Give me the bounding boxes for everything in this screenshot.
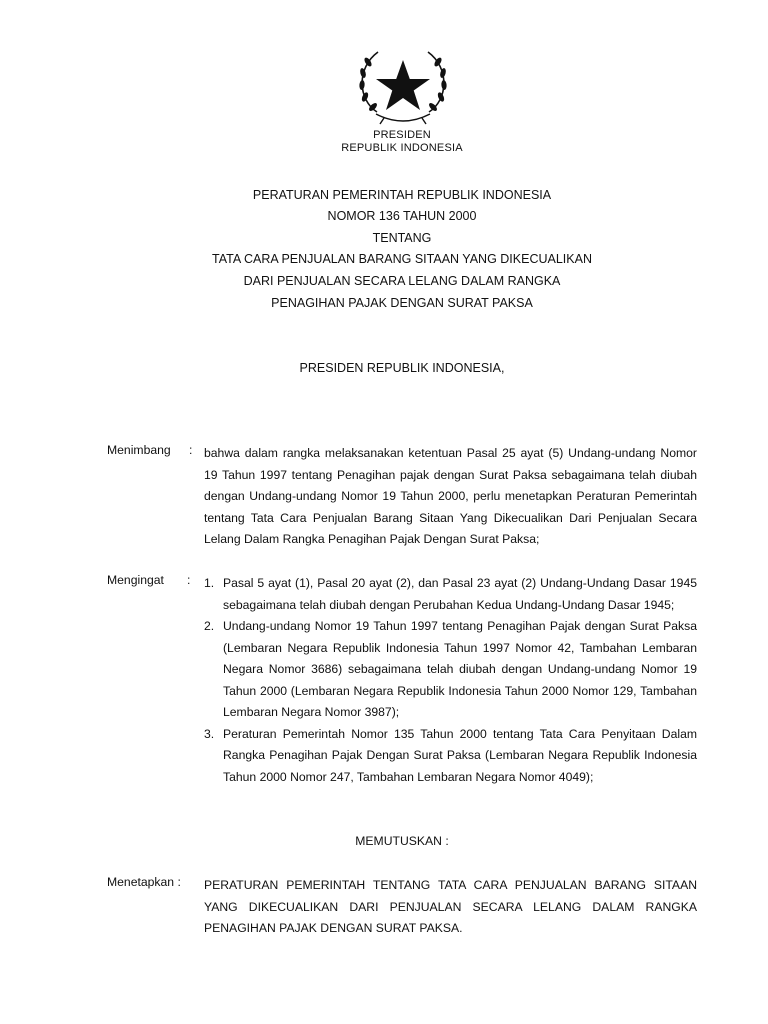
title-line-2: NOMOR 136 TAHUN 2000 [327, 209, 477, 223]
title-line-3: TENTANG [372, 231, 432, 245]
mengingat-label: Mengingat [107, 573, 164, 587]
title-line-6: PENAGIHAN PAJAK DENGAN SURAT PAKSA [271, 296, 533, 310]
menetapkan-label: Menetapkan : [107, 875, 181, 889]
menimbang-text: bahwa dalam rangka melaksanakan ketentuan Pasal 25 ayat (5) Undang-undang Nomor 19 Tahun 1997 tentang Penagihan pajak dengan Surat Paksa sebagaimana telah diubah dengan Undang-undang Nomor 19 Tahun 2000, perlu menetapkan Peraturan Pemerintah tentang Tata Cara Penjualan Barang Sitaan Yang Dikecualikan Dari Penjualan Secara Lelang Dalam Rangka Penagihan Pajak Dengan Surat Paksa; [204, 446, 697, 546]
memutuskan-heading: MEMUTUSKAN : [355, 834, 449, 848]
institution-line-1: PRESIDEN [373, 129, 431, 141]
list-item-number: 3. [204, 726, 215, 741]
list-item [204, 573, 697, 616]
mengingat-colon: : [187, 573, 191, 587]
menimbang-label: Menimbang [107, 443, 171, 457]
list-item-text: Undang-undang Nomor 19 Tahun 1997 tentang Penagihan Pajak dengan Surat Paksa (Lembaran Negara Republik Indonesia Tahun 1997 Nomor 42, Tambahan Lembaran Negara Nomor 3686) sebagaimana telah diubah dengan Undang-undang Nomor 19 Tahun 2000 (Lembaran Negara Republik Indonesia Tahun 2000 Nomor 129, Tambahan Lembaran Negara Nomor 3987); [223, 619, 697, 719]
title-line-4: TATA CARA PENJUALAN BARANG SITAAN YANG DIKECUALIKAN [212, 252, 592, 266]
president-line: PRESIDEN REPUBLIK INDONESIA, [299, 361, 505, 375]
mengingat-list [204, 573, 697, 788]
list-item [204, 616, 697, 724]
garuda-star-emblem-icon [354, 42, 452, 126]
list-item [204, 724, 697, 789]
menimbang-colon: : [189, 443, 193, 457]
title-line-1: PERATURAN PEMERINTAH REPUBLIK INDONESIA [252, 188, 552, 202]
list-item-number: 2. [204, 619, 215, 633]
list-item-text: Peraturan Pemerintah Nomor 135 Tahun 2000 tentang Tata Cara Penyitaan Dalam Rangka Penagihan Pajak Dengan Surat Paksa (Lembaran Negara Republik Indonesia Tahun 2000 Nomor 247, Tambahan Lembaran Negara Nomor 4049); [223, 726, 697, 784]
list-item-text: Pasal 5 ayat (1), Pasal 20 ayat (2), dan Pasal 23 ayat (2) Undang-Undang Dasar 1945 sebagaimana telah diubah dengan Perubahan Kedua Undang-Undang Dasar 1945; [223, 576, 697, 612]
institution-line-2: REPUBLIK INDONESIA [341, 142, 463, 154]
list-item-number: 1. [204, 576, 215, 590]
menetapkan-text: PERATURAN PEMERINTAH TENTANG TATA CARA PENJUALAN BARANG SITAAN YANG DIKECUALIKAN DARI PENJUALAN SECARA LELANG DALAM RANGKA PENAGIHAN PAJAK DENGAN SURAT PAKSA. [204, 878, 697, 935]
title-line-5: DARI PENJUALAN SECARA LELANG DALAM RANGKA [243, 274, 561, 288]
